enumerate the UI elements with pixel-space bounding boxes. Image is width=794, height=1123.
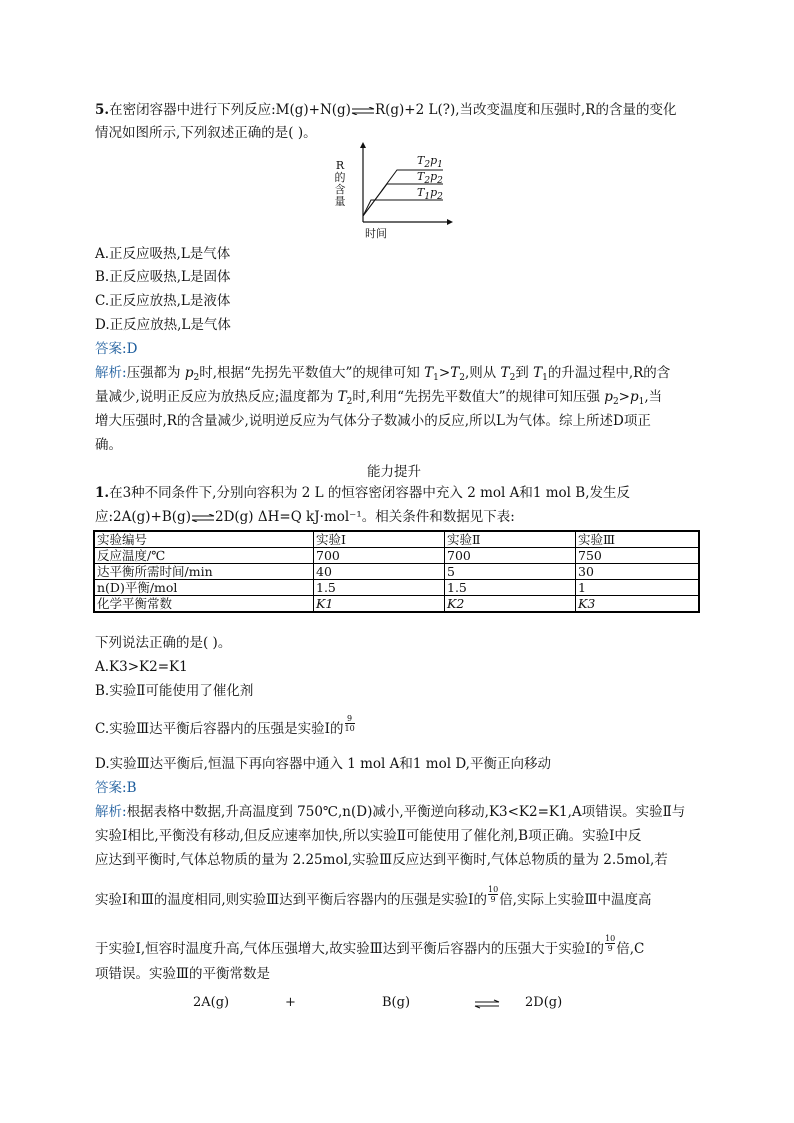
table-cell: 30 [576, 564, 700, 580]
q5-number: 5. [95, 102, 110, 118]
q5-analysis-line2: 量减少,说明正反应为放热反应;温度都为 $T_2$时,利用“先拐先平数值大”的规律可知压强 $p_2>p_1$,当 [95, 389, 663, 407]
fraction-9-10: $\frac{9}{10}$ [344, 714, 355, 733]
q1-option-a: A.K3>K2=K1 [95, 659, 188, 675]
q1-answer: 答案:B [95, 780, 137, 796]
q1-analysis-line4: 实验Ⅰ和Ⅲ的温度相同,则实验Ⅲ达到平衡后容器内的压强是实验Ⅰ的 $\frac{10}{9}$ 倍,实际上实验Ⅲ中温度高 [95, 885, 652, 908]
q5-option-c: C.正反应放热,L是液体 [95, 293, 231, 309]
table-cell: 1.5 [445, 580, 576, 596]
equation-term-2A: 2A(g) [193, 995, 230, 1010]
q1-analysis-line2: 实验Ⅰ相比,平衡没有移动,但反应速率加快,所以实验Ⅱ可能使用了催化剂,B项正确。实验Ⅰ中反 [95, 828, 642, 844]
q1-data-table [93, 530, 700, 613]
graph-label-T2p1: $T_2p_1$ [417, 154, 443, 170]
table-cell: 反应温度/℃ [94, 548, 314, 564]
table-cell: 1.5 [314, 580, 445, 596]
table-header: 实验Ⅰ [314, 531, 445, 548]
q5-analysis-line3: 增大压强时,R的含量减少,说明逆反应为气体分子数减小的反应,所以L为气体。综上所述D项正 [95, 413, 651, 429]
q1-option-c: C.实验Ⅲ达平衡后容器内的压强是实验Ⅰ的 $\frac{9}{10}$ [95, 714, 355, 737]
q1-analysis-line5: 于实验Ⅰ,恒容时温度升高,气体压强增大,故实验Ⅲ达到平衡后容器内的压强大于实验Ⅰ的 $\frac{10}{9}$ 倍,C [95, 934, 645, 957]
q5-analysis-line4: 确。 [95, 437, 122, 453]
table-header: 实验Ⅱ [445, 531, 576, 548]
curve-T1p2 [363, 200, 443, 216]
table-cell: 化学平衡常数 [94, 596, 314, 613]
table-row [94, 580, 699, 596]
y-axis-arrow-icon [360, 142, 366, 148]
table-cell: 达平衡所需时间/min [94, 564, 314, 580]
q1-analysis-line1: 解析:根据表格中数据,升高温度到 750℃,n(D)减小,平衡逆向移动,K3<K2=K1,A项错误。实验Ⅱ与 [95, 804, 686, 820]
x-axis-arrow-icon [447, 219, 453, 225]
table-row [94, 548, 699, 564]
q5-stem-line1: 5.在密闭容器中进行下列反应:M(g)+N(g) R(g)+2 L(?),当改变温度和压强时,R的含量的变化 [95, 102, 677, 118]
table-cell: K3 [576, 596, 700, 613]
graph-label-T1p2: $T_1p_2$ [417, 186, 443, 202]
equation-plus: + [285, 995, 296, 1010]
table-cell: 700 [314, 548, 445, 564]
q1-stem-line2: 应:2A(g)+B(g) 2D(g) ΔH=Q kJ·mol⁻¹。相关条件和数据见下表: [95, 509, 515, 525]
section-title: 能力提升 [367, 464, 421, 480]
q1-analysis-line6: 项错误。实验Ⅲ的平衡常数是 [95, 966, 271, 982]
table-cell: 700 [445, 548, 576, 564]
q1-number: 1. [95, 485, 110, 501]
table-cell: K2 [445, 596, 576, 613]
table-header: 实验编号 [94, 531, 314, 548]
table-header: 实验Ⅲ [576, 531, 700, 548]
table-cell: 750 [576, 548, 700, 564]
q5-option-d: D.正反应放热,L是气体 [95, 317, 231, 333]
fraction-10-9: $\frac{10}{9}$ [605, 934, 616, 953]
q1-option-b: B.实验Ⅱ可能使用了催化剂 [95, 683, 254, 699]
table-row [94, 564, 699, 580]
q1-option-d: D.实验Ⅲ达平衡后,恒温下再向容器中通入 1 mol A和1 mol D,平衡正向移动 [95, 756, 551, 772]
q1-analysis-line3: 应达到平衡时,气体总物质的量为 2.25mol,实验Ⅲ反应达到平衡时,气体总物质的量为 2.5mol,若 [95, 852, 668, 868]
graph-xlabel: 时间 [365, 227, 387, 240]
table-cell: n(D)平衡/mol [94, 580, 314, 596]
table-row [94, 531, 699, 548]
equilibrium-arrow-icon [191, 515, 215, 521]
q5-stem-line2: 情况如图所示,下列叙述正确的是( )。 [95, 125, 317, 141]
equilibrium-arrow-icon [474, 999, 500, 1009]
table-cell: 5 [445, 564, 576, 580]
graph-label-T2p2: $T_2p_2$ [417, 170, 443, 186]
table-cell: 1 [576, 580, 700, 596]
q1-stem-line1: 1.在3种不同条件下,分别向容积为 2 L 的恒容密闭容器中充入 2 mol A和1 mol B,发生反 [95, 485, 630, 501]
q5-option-b: B.正反应吸热,L是固体 [95, 269, 231, 285]
q5-answer: 答案:D [95, 341, 138, 357]
table-cell: K1 [314, 596, 445, 613]
table-cell: 40 [314, 564, 445, 580]
q5-option-a: A.正反应吸热,L是气体 [95, 246, 231, 262]
graph-ylabel: R的含量 [334, 159, 346, 208]
fraction-10-9: $\frac{10}{9}$ [488, 885, 499, 904]
equation-term-2D: 2D(g) [525, 995, 563, 1010]
equation-term-B: B(g) [382, 995, 411, 1010]
q5-analysis-line1: 解析:压强都为 $p_2$时,根据“先拐先平数值大”的规律可知 $T_1>T_2$,则从 $T_2$到 $T_1$的升温过程中,R的含 [95, 365, 671, 383]
table-row [94, 596, 699, 613]
q1-stem-line3: 下列说法正确的是( )。 [95, 635, 232, 651]
equilibrium-arrow-icon [351, 108, 375, 114]
